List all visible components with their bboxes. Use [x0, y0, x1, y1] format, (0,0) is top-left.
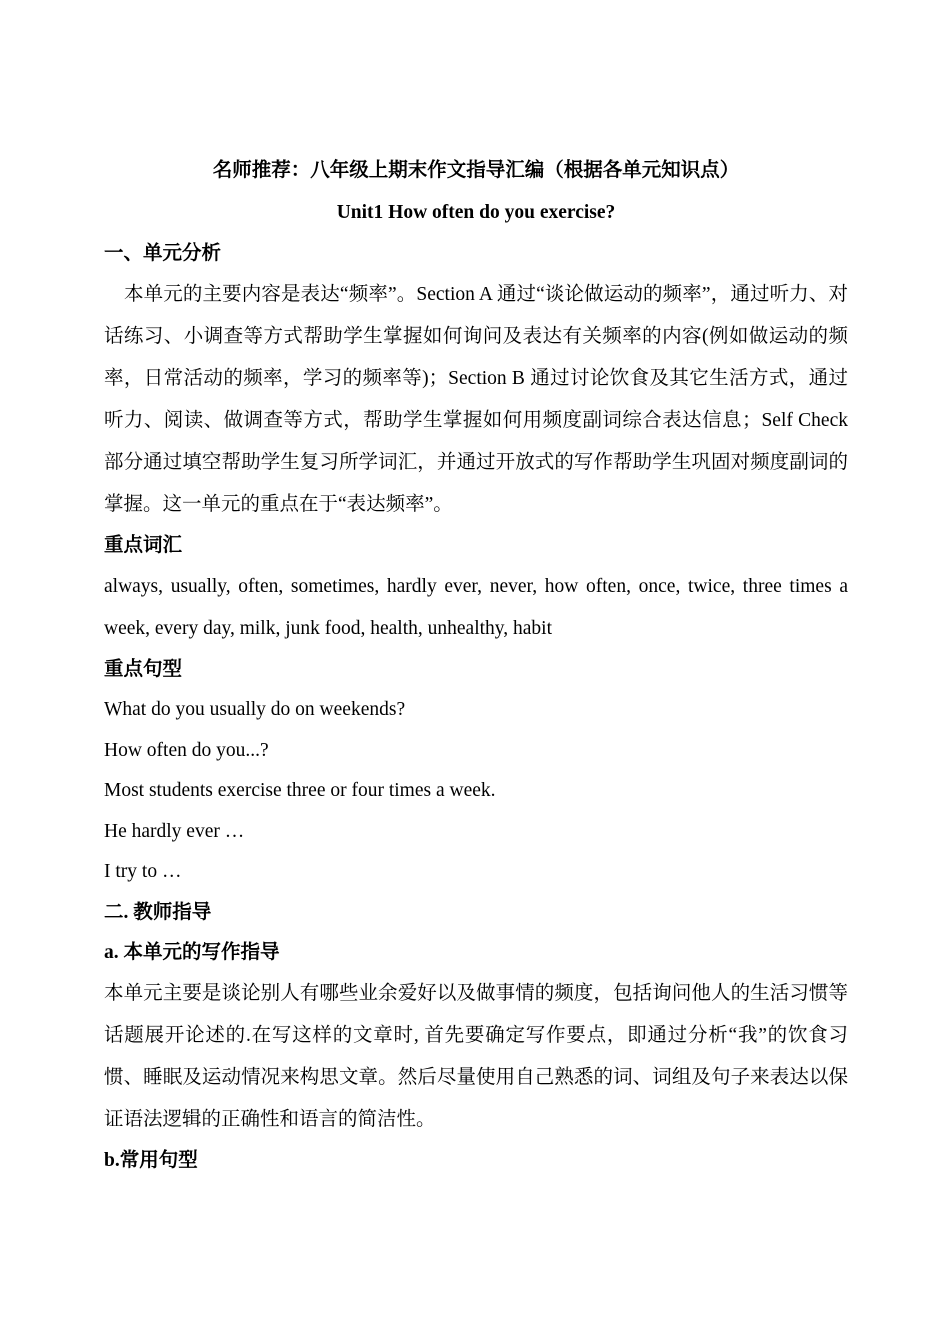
section-heading-teacher-guidance: 二. 教师指导 [104, 901, 212, 923]
unit-title: Unit1 How often do you exercise? [336, 202, 616, 223]
subsection-heading-writing-guidance: a. 本单元的写作指导 [104, 941, 280, 963]
subsection-heading-common-sentences: b.常用句型 [104, 1149, 198, 1171]
document-page [104, 150, 848, 1181]
key-sentence: Most students exercise three or four times a week. [104, 780, 496, 801]
writing-guidance-paragraph: 本单元主要是谈论别人有哪些业余爱好以及做事情的频度，包括询问他人的生活习惯等话题展开论述的.在写这样的文章时, 首先要确定写作要点，即通过分析“我”的饮食习惯、睡眠及运动情况来构思文章。然后尽量使用自己熟悉的词、词组及句子来表达以保证语法逻辑的正确性和语言的简洁性。 [104, 982, 848, 1130]
section-heading-key-sentences: 重点句型 [104, 659, 183, 680]
key-sentence: He hardly ever … [104, 820, 245, 842]
section-heading-unit-analysis: 一、单元分析 [104, 243, 222, 264]
key-vocabulary-list: always, usually, often, sometimes, hardly ever, never, how often, once, twice, three times a week, every day, milk, junk food, health, unhealthy, habit [104, 576, 848, 639]
unit-analysis-paragraph: 本单元的主要内容是表达“频率”。Section A 通过“谈论做运动的频率”，通过听力、对话练习、小调查等方式帮助学生掌握如何询问及表达有关频率的内容(例如做运动的频率，日常活动的频率，学习的频率等)；Section B 通过讨论饮食及其它生活方式，通过听力、阅读、做调查等方式，帮助学生掌握如何用频度副词综合表达信息；Self Check 部分通过填空帮助学生复习所学词汇，并通过开放式的写作帮助学生巩固对频度副词的掌握。这一单元的重点在于“表达频率”。 [104, 284, 848, 515]
key-sentence: What do you usually do on weekends? [104, 699, 406, 720]
key-sentence: How often do you...? [104, 739, 269, 761]
document-title: 名师推荐：八年级上期末作文指导汇编（根据各单元知识点） [212, 160, 740, 181]
section-heading-key-vocabulary: 重点词汇 [104, 535, 183, 556]
key-sentence: I try to … [104, 861, 182, 882]
